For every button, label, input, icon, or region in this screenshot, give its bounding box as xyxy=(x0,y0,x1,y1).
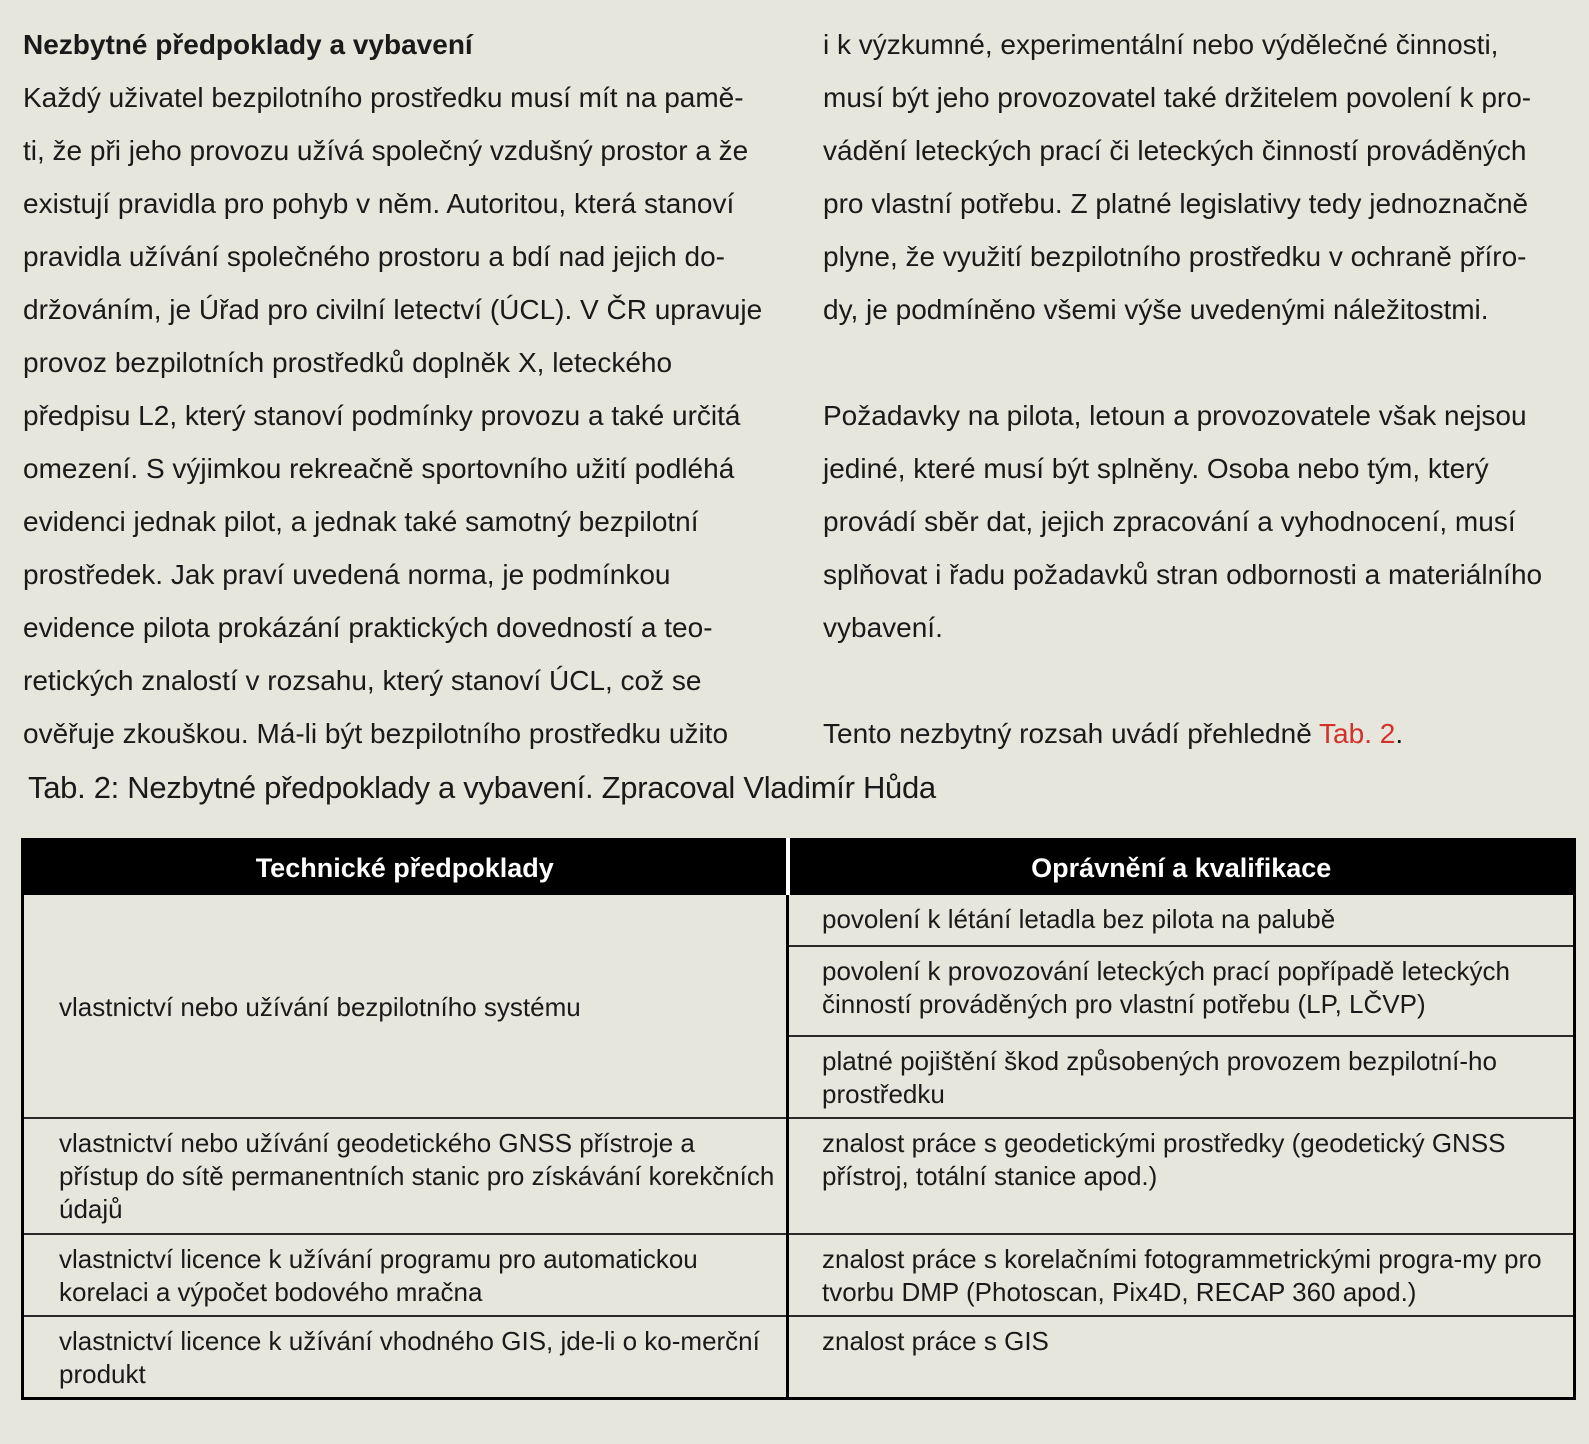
left-column xyxy=(23,18,783,760)
column-header-qualification: Oprávnění a kvalifikace xyxy=(788,840,1575,896)
body-line-with-reference xyxy=(823,707,1563,760)
table-caption: Tab. 2: Nezbytné předpoklady a vybavení. Zpracoval Vladimír Hůda xyxy=(28,770,936,805)
body-line: jediné, které musí být splněny. Osoba nebo tým, který xyxy=(823,453,1489,484)
body-line: Požadavky na pilota, letoun a provozovatele však nejsou xyxy=(823,400,1527,431)
body-line: prostředek. Jak praví uvedená norma, je podmínkou xyxy=(23,559,671,590)
table-cell: platné pojištění škod způsobených provozem bezpilotní-ho prostředku xyxy=(788,1036,1575,1118)
body-line: evidenci jednak pilot, a jednak také samotný bezpilotní xyxy=(23,506,699,537)
body-line: vádění leteckých prací či leteckých činností prováděných xyxy=(823,135,1527,166)
table-header-row xyxy=(23,840,1575,896)
body-line: ověřuje zkouškou. Má-li být bezpilotního prostředku užito xyxy=(23,718,729,749)
section-heading: Nezbytné předpoklady a vybavení xyxy=(23,29,473,60)
table-cell: povolení k létání letadla bez pilota na palubě xyxy=(788,895,1575,946)
right-column xyxy=(823,18,1563,760)
body-line: evidence pilota prokázání praktických dovedností a teo- xyxy=(23,612,713,643)
table-cell: vlastnictví nebo užívání geodetického GNSS přístroje a přístup do sítě permanentních stanic pro získávání korekčních údajů xyxy=(23,1118,788,1234)
body-line: existují pravidla pro pohyb v něm. Autoritou, která stanoví xyxy=(23,188,735,219)
table-cell: znalost práce s korelačními fotogrammetrickými progra-my pro tvorbu DMP (Photoscan, Pix4D, RECAP 360 apod.) xyxy=(788,1234,1575,1316)
body-line: Každý uživatel bezpilotního prostředku musí mít na pamě- xyxy=(23,82,744,113)
body-line: držováním, je Úřad pro civilní letectví (ÚCL). V ČR upravuje xyxy=(23,294,763,325)
body-line: provádí sběr dat, jejich zpracování a vyhodnocení, musí xyxy=(823,506,1516,537)
table-row xyxy=(23,895,1575,946)
body-line: pro vlastní potřebu. Z platné legislativy tedy jednoznačně xyxy=(823,188,1529,219)
table-cell: znalost práce s geodetickými prostředky (geodetický GNSS přístroj, totální stanice apod.) xyxy=(788,1118,1575,1234)
requirements-table xyxy=(21,838,1576,1400)
body-line: dy, je podmíněno všemi výše uvedenými náležitostmi. xyxy=(823,294,1489,325)
body-line: splňovat i řadu požadavků stran odbornosti a materiálního xyxy=(823,559,1543,590)
body-line: pravidla užívání společného prostoru a bdí nad jejich do- xyxy=(23,241,725,272)
body-line: plyne, že využití bezpilotního prostředku v ochraně příro- xyxy=(823,241,1527,272)
table-reference-link[interactable]: Tab. 2 xyxy=(1319,718,1396,749)
table-row xyxy=(23,1118,1575,1234)
body-line: provoz bezpilotních prostředků doplněk X, leteckého xyxy=(23,347,673,378)
paragraph-gap xyxy=(823,654,1563,707)
table-row xyxy=(23,1316,1575,1399)
body-line: ti, že při jeho provozu užívá společný vzdušný prostor a že xyxy=(23,135,749,166)
body-text: . xyxy=(1395,718,1404,749)
table-cell: vlastnictví licence k užívání vhodného GIS, jde-li o ko-merční produkt xyxy=(23,1316,788,1399)
body-line: musí být jeho provozovatel také držitelem povolení k pro- xyxy=(823,82,1532,113)
body-text: Tento nezbytný rozsah uvádí přehledně xyxy=(823,718,1320,749)
body-line: retických znalostí v rozsahu, který stanoví ÚCL, což se xyxy=(23,665,702,696)
body-line: i k výzkumné, experimentální nebo výdělečné činnosti, xyxy=(823,29,1499,60)
table-cell: povolení k provozování leteckých prací popřípadě leteckých činností prováděných pro vlastní potřebu (LP, LČVP) xyxy=(788,946,1575,1036)
table-row xyxy=(23,1234,1575,1316)
body-line: omezení. S výjimkou rekreačně sportovního užití podléhá xyxy=(23,453,735,484)
body-line: předpisu L2, který stanoví podmínky provozu a také určitá xyxy=(23,400,741,431)
table-cell: znalost práce s GIS xyxy=(822,1326,1049,1356)
table-cell: vlastnictví licence k užívání programu pro automatickou korelaci a výpočet bodového mračna xyxy=(23,1234,788,1316)
body-line: vybavení. xyxy=(823,612,943,643)
column-header-technical: Technické předpoklady xyxy=(23,840,788,896)
paragraph-gap xyxy=(823,336,1563,389)
table-cell: vlastnictví nebo užívání bezpilotního systému xyxy=(23,895,788,1118)
